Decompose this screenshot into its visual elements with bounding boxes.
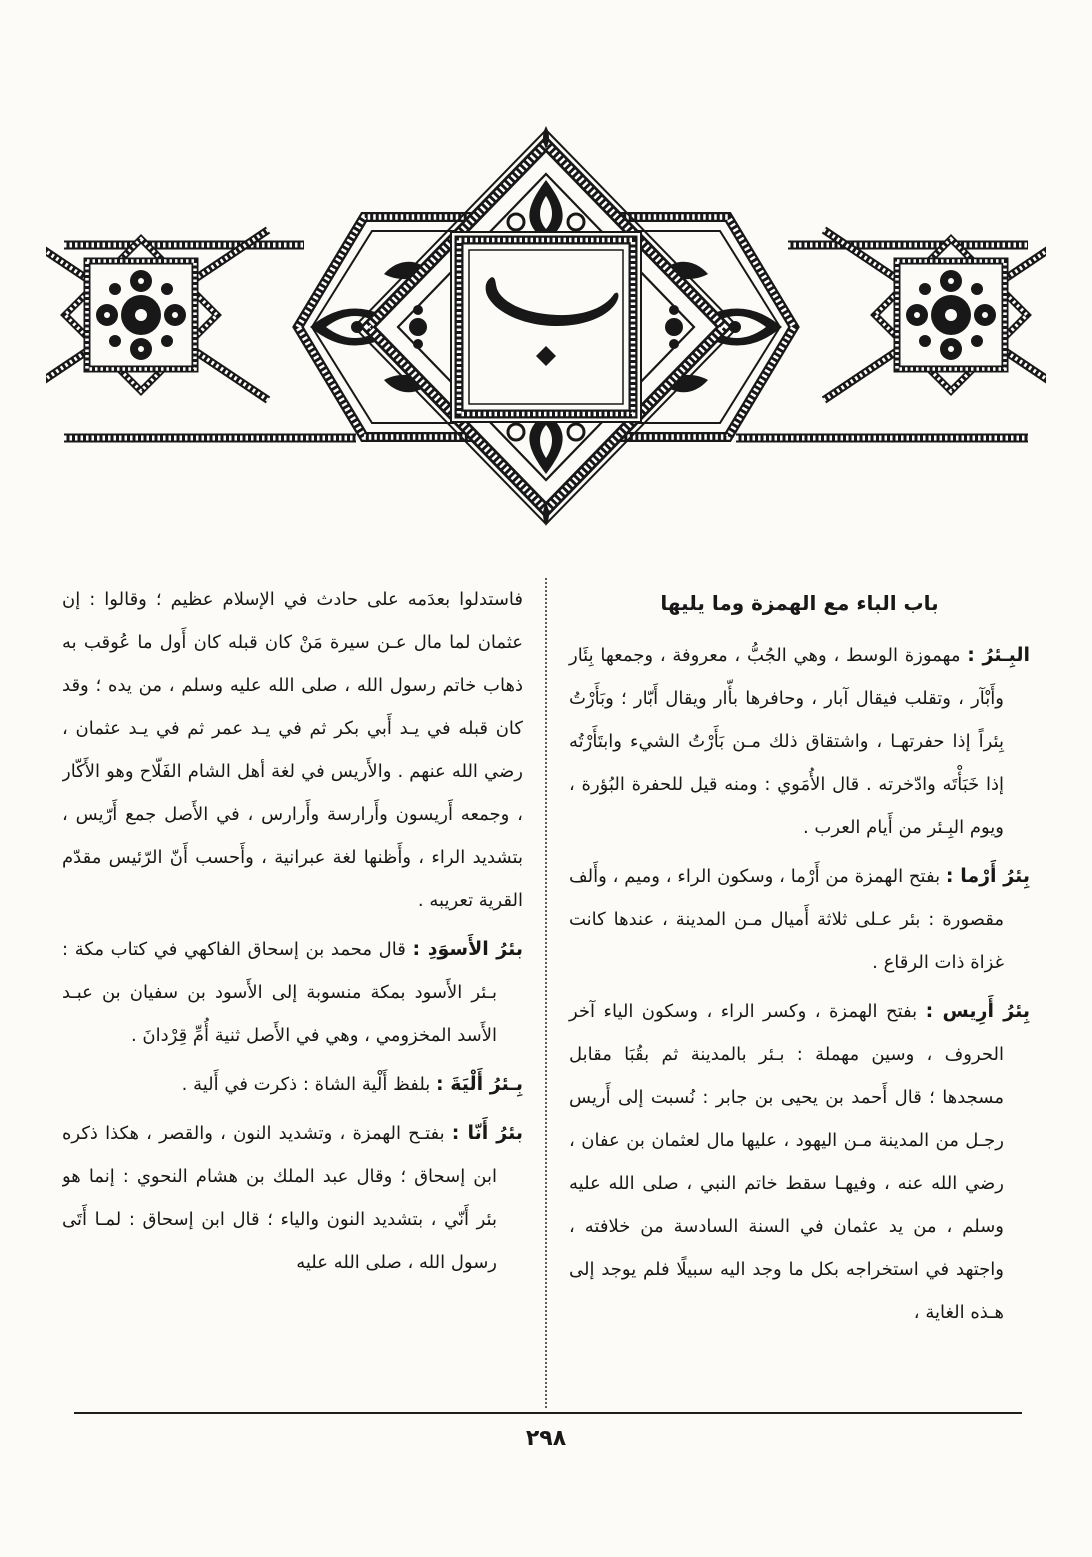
- entry-headword: بِئرُ أَرْما :: [945, 865, 1030, 887]
- chapter-head-ornament: [46, 122, 1046, 530]
- entry-headword: بِئرُ أَرِيس :: [925, 1000, 1030, 1022]
- entry-body: مهموزة الوسط ، وهي الجُبُّ ، معروفة ، وجمعها بِئَار وأَبْآر ، وتقلب فيقال آبار ، وحافرها بأّار ويقال أَبّار ؛ وبَأَرْتُ بِئراً إذا حفرتهـا ، واشتقاق ذلك مـن بَأَرْتُ الشيء وابتَأَرْتُه إذا خَبَأْتَه وادّخرته . قال الأُمَوي : ومنه قيل للحفرة البُؤرة ، ويوم البِـئر من أَيام العرب .: [569, 645, 1004, 838]
- letter-panel: [451, 232, 641, 422]
- dictionary-entry: [569, 855, 1030, 984]
- dictionary-entry: [62, 1112, 523, 1284]
- entry-body: بفتح الهمزة ، وكسر الراء ، وسكون الياء آخر الحروف ، وسين مهملة : بـئر بالمدينة ثم بقُبَا مقابل مسجدها ؛ قال أَحمد بن يحيى بن جابر : نُسبت إلى أَريس رجـل من المدينة مـن اليهود ، عليها مال لعثمان بن عفان ، رضي الله عنه ، وفيهـا سقط خاتم النبي ، صلى الله عليه وسلم ، من يد عثمان في السنة السادسة من خلافته ، واجتهد في استخراجه بكل ما وجد اليه سبيلًا فلم يوجد إلى هـذه الغاية ،: [569, 1001, 1004, 1323]
- entry-body: فاستدلوا بعدَمه على حادث في الإسلام عظيم ؛ وقالوا : إن عثمان لما مال عـن سيرة مَنْ كان قبله كان أَول ما عُوقب به ذهاب خاتم رسول الله ، صلى الله عليه وسلم ، من يده ؛ وقد كان قبله في يـد أَبي بكر ثم في يـد عمر ثم في يـد عثمان ، رضي الله عنهم . والأَريس في لغة أهل الشام الفَلّاح وهو الأَكّار ، وجمعه أَريسون وأَرارسة وأَرارس ، في الأَصل جمع أَرّيس ، بتشديد الراء ، وأَظنها لغة عبرانية ، وأَحسب أَنّ الرّئيس مقدّم القرية تعريبه .: [62, 589, 523, 911]
- entry-body: بلفظ أَلْية الشاة : ذكرت في أَلية .: [181, 1074, 431, 1095]
- entry-body: بفتـح الهمزة ، وتشديد النون ، والقصر ، هكذا ذكره ابن إسحاق ؛ وقال عبد الملك بن هشام النحوي : إنما هو بئر أَنّي ، بتشديد النون والياء ؛ قال ابن إسحاق : لمـا أَتَى رسول الله ، صلى الله عليه: [62, 1123, 497, 1273]
- continuation-paragraph: [62, 578, 523, 922]
- dictionary-entry: [569, 634, 1030, 849]
- entry-headword: بِـئرُ أَلْيَةَ :: [436, 1073, 523, 1095]
- dictionary-entry: [62, 1063, 523, 1106]
- column-right: [547, 578, 1030, 1408]
- entry-headword: البِـئرُ :: [967, 644, 1030, 666]
- chapter-ornament-graphic: [46, 122, 1046, 530]
- right-star-icon: [875, 239, 1027, 391]
- footer-rule: [74, 1412, 1022, 1414]
- entry-body: بفتح الهمزة من أَرْما ، وسكون الراء ، وميم ، وأَلف مقصورة : بئر عـلى ثلاثة أَميال مـن المدينة ، عندها كانت غزاة ذات الرقاع .: [569, 866, 1004, 973]
- page-number: ٢٩٨: [525, 1426, 567, 1451]
- chapter-heading: باب الباء مع الهمزة وما يليها: [660, 591, 939, 615]
- column-left: [62, 578, 547, 1408]
- dictionary-entry: [569, 990, 1030, 1334]
- entry-body: قال محمد بن إسحاق الفاكهي في كتاب مكة : بـئر الأَسود بمكة منسوبة إلى الأَسود بن سفيان بن عبـد الأَسد المخزومي ، وهي في الأَصل ثنية أُمِّ قِرْدانَ .: [62, 939, 497, 1046]
- entry-headword: بئرُ الأَسوَدِ :: [412, 938, 524, 960]
- left-star-icon: [65, 239, 217, 391]
- dictionary-entry: [62, 928, 523, 1057]
- text-columns: [62, 578, 1030, 1408]
- entry-headword: بئرُ أَنّا :: [451, 1122, 523, 1144]
